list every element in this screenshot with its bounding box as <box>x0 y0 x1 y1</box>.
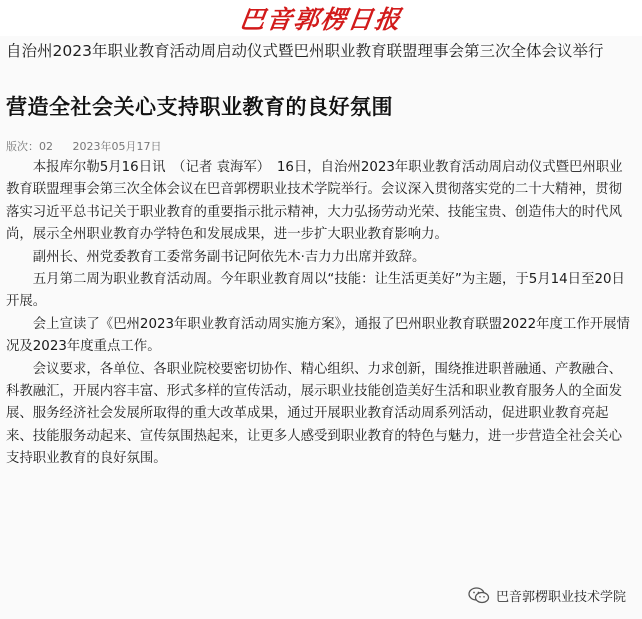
article-body <box>6 157 632 471</box>
masthead <box>0 0 642 36</box>
article-byline <box>6 138 172 154</box>
wechat-watermark <box>468 586 626 605</box>
article-paragraph: 副州长、州党委教育工委常务副书记阿依先木·吉力力出席并致辞。 <box>32 249 426 265</box>
article-paragraph: 会议要求，各单位、各职业院校要密切协作、精心组织、力求创新，围绕推进职普融通、产教融合、科教融汇，开展内容丰富、形式多样的宣传活动，展示职业技能创造美好生活和职业教育服务人的全面发展、服务经济社会发展所取得的重大改革成果，通过开展职业教育活动周系列活动，促进职业教育亮起来、技能服务动起来、宣传氛围热起来，让更多人感受到职业教育的特色与魅力，进一步营造全社会关心支持职业教育的良好氛围。 <box>6 361 622 467</box>
newspaper-title: 巴音郭楞日报 <box>237 5 404 34</box>
watermark-label: 巴音郭楞职业技术学院 <box>495 590 626 605</box>
publish-date: 2023年05月17日 <box>72 140 162 153</box>
article-paragraph: 五月第二周为职业教育活动周。今年职业教育周以“技能：让生活更美好”为主题，于5月14日至20日开展。 <box>6 272 625 310</box>
article-paragraph: 会上宣读了《巴州2023年职业教育活动周实施方案》，通报了巴州职业教育联盟2022年度工作开展情况及2023年度重点工作。 <box>6 316 630 355</box>
edition-label: 版次：02 <box>6 140 53 153</box>
wechat-icon <box>468 587 490 604</box>
article-paragraph: 本报库尔勒5月16日讯 （记者 袁海军） 16日，自治州2023年职业教育活动周启动仪式暨巴州职业教育联盟理事会第三次全体会议在巴音郭楞职业技术学院举行。会议深入贯彻落实党的二十大精神，贯彻落实习近平总书记关于职业教育的重要指示批示精神，大力弘扬劳动光荣、技能宝贵、创造伟大的时代风尚，展示全州职业教育办学特色和发展成果，进一步扩大职业教育影响力。 <box>6 160 623 243</box>
article-subtitle: 自治州2023年职业教育活动周启动仪式暨巴州职业教育联盟理事会第三次全体会议举行 <box>6 42 604 60</box>
article-headline: 营造全社会关心支持职业教育的良好氛围 <box>6 95 393 119</box>
